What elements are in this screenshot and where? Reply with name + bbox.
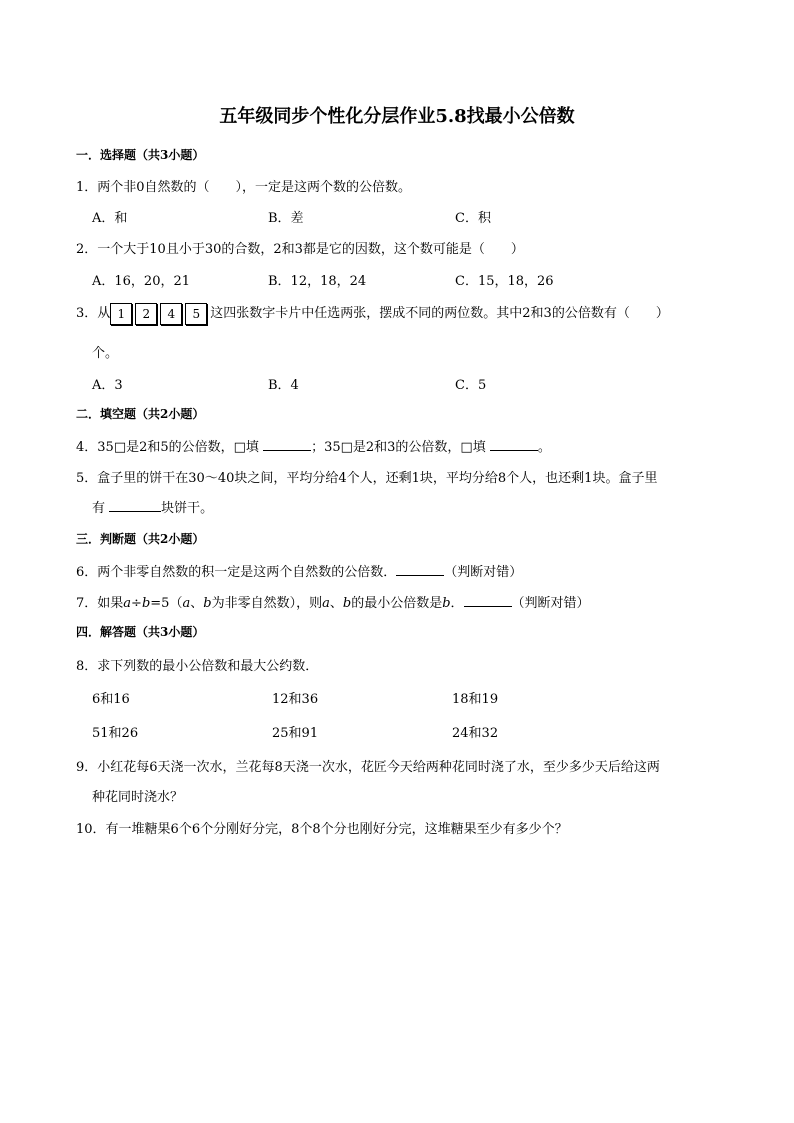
section-heading-fill: 二．填空题（共2小题） [76, 407, 205, 421]
q9-line-2: 种花同时浇水？ [92, 790, 184, 805]
q3-option-a: A．3 [92, 378, 123, 393]
answer-blank[interactable] [464, 605, 512, 607]
section-heading-judge: 三．判断题（共2小题） [76, 532, 205, 546]
digit-card: 4 [160, 303, 182, 325]
var-a: a [123, 596, 132, 611]
q1-option-b: B．差 [268, 211, 304, 226]
q7-part: 、 [190, 596, 204, 611]
answer-blank[interactable] [109, 510, 161, 512]
answer-blank[interactable] [490, 449, 538, 451]
q7-part: 、 [329, 596, 343, 611]
q7-part: 7．如果 [76, 596, 124, 611]
section-heading-choice: 一．选择题（共3小题） [76, 148, 205, 162]
digit-card: 5 [185, 303, 207, 325]
q7-part: 的最小公倍数是 [351, 596, 443, 611]
q3-option-c: C．5 [455, 378, 487, 393]
q2-option-c: C．15，18，26 [455, 274, 554, 289]
q3-option-b: B．4 [268, 378, 299, 393]
answer-blank[interactable] [263, 449, 311, 451]
q6-judge: （判断对错） [444, 565, 523, 580]
q7-part: 为非零自然数），则 [211, 596, 323, 611]
digit-card: 2 [135, 303, 157, 325]
question-3 [76, 302, 669, 325]
q8-pair: 51和26 [92, 726, 139, 741]
var-b: b [203, 596, 212, 611]
q5-part-1: 有 [92, 501, 106, 516]
question-8: 8．求下列数的最小公倍数和最大公约数． [76, 659, 319, 674]
var-b: b [141, 596, 151, 611]
question-6 [76, 561, 522, 580]
q6-text: 6．两个非零自然数的积一定是这两个自然数的公倍数． [76, 565, 397, 580]
q8-pair: 6和16 [92, 692, 130, 707]
question-1: 1．两个非0自然数的（ ），一定是这两个数的公倍数。 [76, 180, 412, 195]
question-2: 2．一个大于10且小于30的合数，2和3都是它的因数，这个数可能是（ ） [76, 242, 524, 257]
var-a: a [182, 596, 191, 611]
var-a: a [322, 596, 330, 611]
digit-cards [110, 303, 210, 325]
q4-part-1: 4．35□是2和5的公倍数，□填 [76, 440, 259, 455]
q8-pair: 25和91 [272, 726, 319, 741]
section-heading-solve: 四．解答题（共3小题） [76, 625, 205, 639]
q3-prefix: 3．从 [76, 306, 111, 321]
answer-blank[interactable] [396, 574, 444, 576]
page-title: 五年级同步个性化分层作业5.8找最小公倍数 [219, 106, 575, 127]
divide-sign: ÷ [131, 596, 142, 611]
q8-pair: 18和19 [452, 692, 499, 707]
q3-continuation: 个。 [92, 346, 119, 361]
q4-part-3: 。 [537, 440, 551, 455]
q8-pair: 12和36 [272, 692, 319, 707]
q5-line-2 [92, 497, 213, 516]
q7-part: =5（ [150, 596, 183, 611]
q1-option-c: C．积 [455, 211, 491, 226]
q3-text: 这四张数字卡片中任选两张，摆成不同的两位数。其中2和3的公倍数有（ ） [210, 306, 669, 321]
question-7 [76, 592, 590, 611]
question-10: 10．有一堆糖果6个6个分刚好分完，8个8个分也刚好分完，这堆糖果至少有多少个？ [76, 822, 568, 837]
q1-option-a: A．和 [92, 211, 128, 226]
q8-pair: 24和32 [452, 726, 499, 741]
question-4 [76, 436, 551, 455]
q2-option-b: B．12，18，24 [268, 274, 367, 289]
q7-judge: （判断对错） [511, 596, 590, 611]
q4-part-2: ；35□是2和3的公倍数，□填 [311, 440, 486, 455]
var-b: b [342, 596, 352, 611]
q5-part-2: 块饼干。 [161, 501, 214, 516]
question-9: 9．小红花每6天浇一次水，兰花每8天浇一次水，花匠今天给两种花同时浇了水，至少多少天后给这两 [76, 760, 660, 775]
q7-part: ． [450, 596, 464, 611]
question-5: 5．盒子里的饼干在30～40块之间，平均分给4个人，还剩1块，平均分给8个人，也还剩1块。盒子里 [76, 471, 658, 486]
digit-card: 1 [110, 303, 132, 325]
var-b: b [442, 596, 451, 611]
q2-option-a: A．16，20，21 [92, 274, 191, 289]
